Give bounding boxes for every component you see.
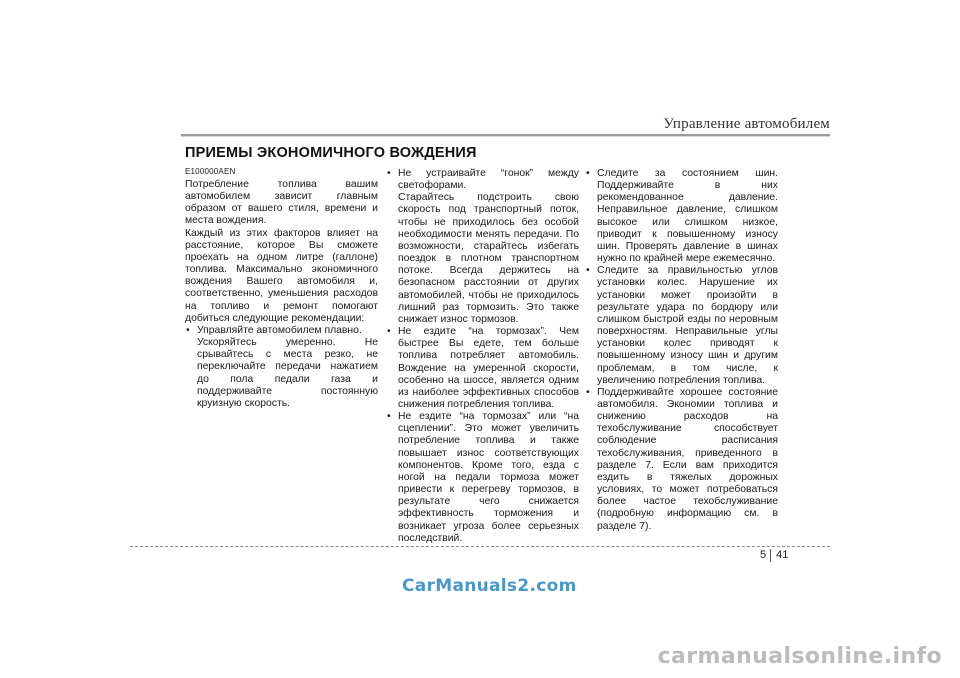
list-item bbox=[185, 325, 378, 410]
list-item bbox=[386, 411, 579, 545]
header-rule bbox=[181, 134, 830, 136]
page-heading: ПРИЕМЫ ЭКОНОМИЧНОГО ВОЖДЕНИЯ bbox=[185, 145, 477, 161]
list-item-text: • Поддерживайте хорошее состояние автомобиля. Экономии топлива и снижению расходов на техобслуживание способствует соблюдение расписания техобслуживания, приведенного в разделе 7. Если вам приходится ездить в тяжелых дорожных условиях, то может потребоваться более частое техобслуживание (подробную информацию см. в разделе 7). bbox=[597, 386, 778, 532]
column-1 bbox=[185, 166, 378, 410]
list-item bbox=[386, 326, 579, 411]
tips-list-2 bbox=[386, 168, 579, 545]
list-item-text: • Следите за правильностью углов установки колес. Нарушение их установки может произойти в результате удара по бордюру или слишком быстрой езды по неровным поверхностям. Неправильные углы установки колес приводят к повышенному износу шин и другим проблемам, в том числе, к увеличению потребления топлива. bbox=[597, 265, 778, 386]
page-number bbox=[760, 548, 788, 562]
list-item bbox=[585, 387, 778, 533]
document-code: E100000AEN bbox=[185, 167, 236, 176]
column-2 bbox=[386, 168, 579, 545]
page-number-divider bbox=[770, 549, 771, 562]
list-item-text: • Следите за состоянием шин. Поддерживайте в них рекомендованное давление. Неправильное давление, слишком высокое или слишком низкое, приводит к повышенному износу шин. Проверять давление в шинах нужно по крайней мере ежемесячно. bbox=[597, 168, 778, 265]
column-3 bbox=[585, 168, 778, 533]
list-item-text: • Не ездите “на тормозах”. Чем быстрее Вы едете, тем больше топлива потребляет автомобиль. Вождение на умеренной скорости, особенно на шоссе, является одним из наиболее эффективных способов снижения потребления топлива. bbox=[398, 326, 579, 410]
intro-paragraph: Потребление топлива вашим автомобилем зависит главным образом от вашего стиля, времени и места вождения. bbox=[185, 179, 378, 227]
list-item-lead: • Управляйте автомобилем плавно. bbox=[197, 324, 362, 336]
list-item-text: Старайтесь подстроить свою скорость под транспортный поток, чтобы не приходилось без особой необходимости менять передачи. По возможности, старайтесь избегать поездок в плотном транспортном потоке. Всегда держитесь на безопасном расстоянии от других автомобилей, чтобы не приходилось лишний раз тормозить. Это также снижает износ тормозов. bbox=[398, 192, 579, 325]
page-number-value: 41 bbox=[776, 549, 789, 561]
list-item bbox=[585, 265, 778, 387]
list-item bbox=[585, 168, 778, 265]
section-title: Управление автомобилем bbox=[663, 116, 830, 132]
list-item-lead: • Не устраивайте “гонок” между светофорами. bbox=[398, 168, 579, 192]
tips-list-1 bbox=[185, 325, 378, 410]
tips-list-3 bbox=[585, 168, 778, 533]
list-item bbox=[386, 168, 579, 326]
footer-rule bbox=[130, 546, 830, 547]
list-item-text: • Не ездите “на тормозах” или “на сцеплении”. Это может увеличить потребление топлива и также повышает износ соответствующих компонентов. Кроме того, езда с ногой на педали тормоза может привести к перегреву тормозов, в результате чего снижается эффективность торможения и возникает угроза более серьезных последствий. bbox=[398, 411, 579, 544]
list-item-text: Ускоряйтесь умеренно. Не срывайтесь с места резко, не переключайте передачи нажатием до пола педали газа и поддерживайте постоянную круизную скорость. bbox=[197, 337, 378, 409]
recommendations-paragraph: Каждый из этих факторов влияет на расстояние, которое Вы сможете проехать на одном литре (галлоне) топлива. Максимально экономичного вождения Вашего автомобиля и, соответственно, уменьшения расходов на топливо и ремонт помогают добиться следующие рекомендации: bbox=[185, 227, 378, 324]
watermark-carmanualsonline[interactable]: carmanualsonline.info bbox=[657, 644, 942, 669]
section-number: 5 bbox=[760, 549, 767, 561]
watermark-carmanuals2[interactable]: CarManuals2.com bbox=[402, 576, 577, 596]
